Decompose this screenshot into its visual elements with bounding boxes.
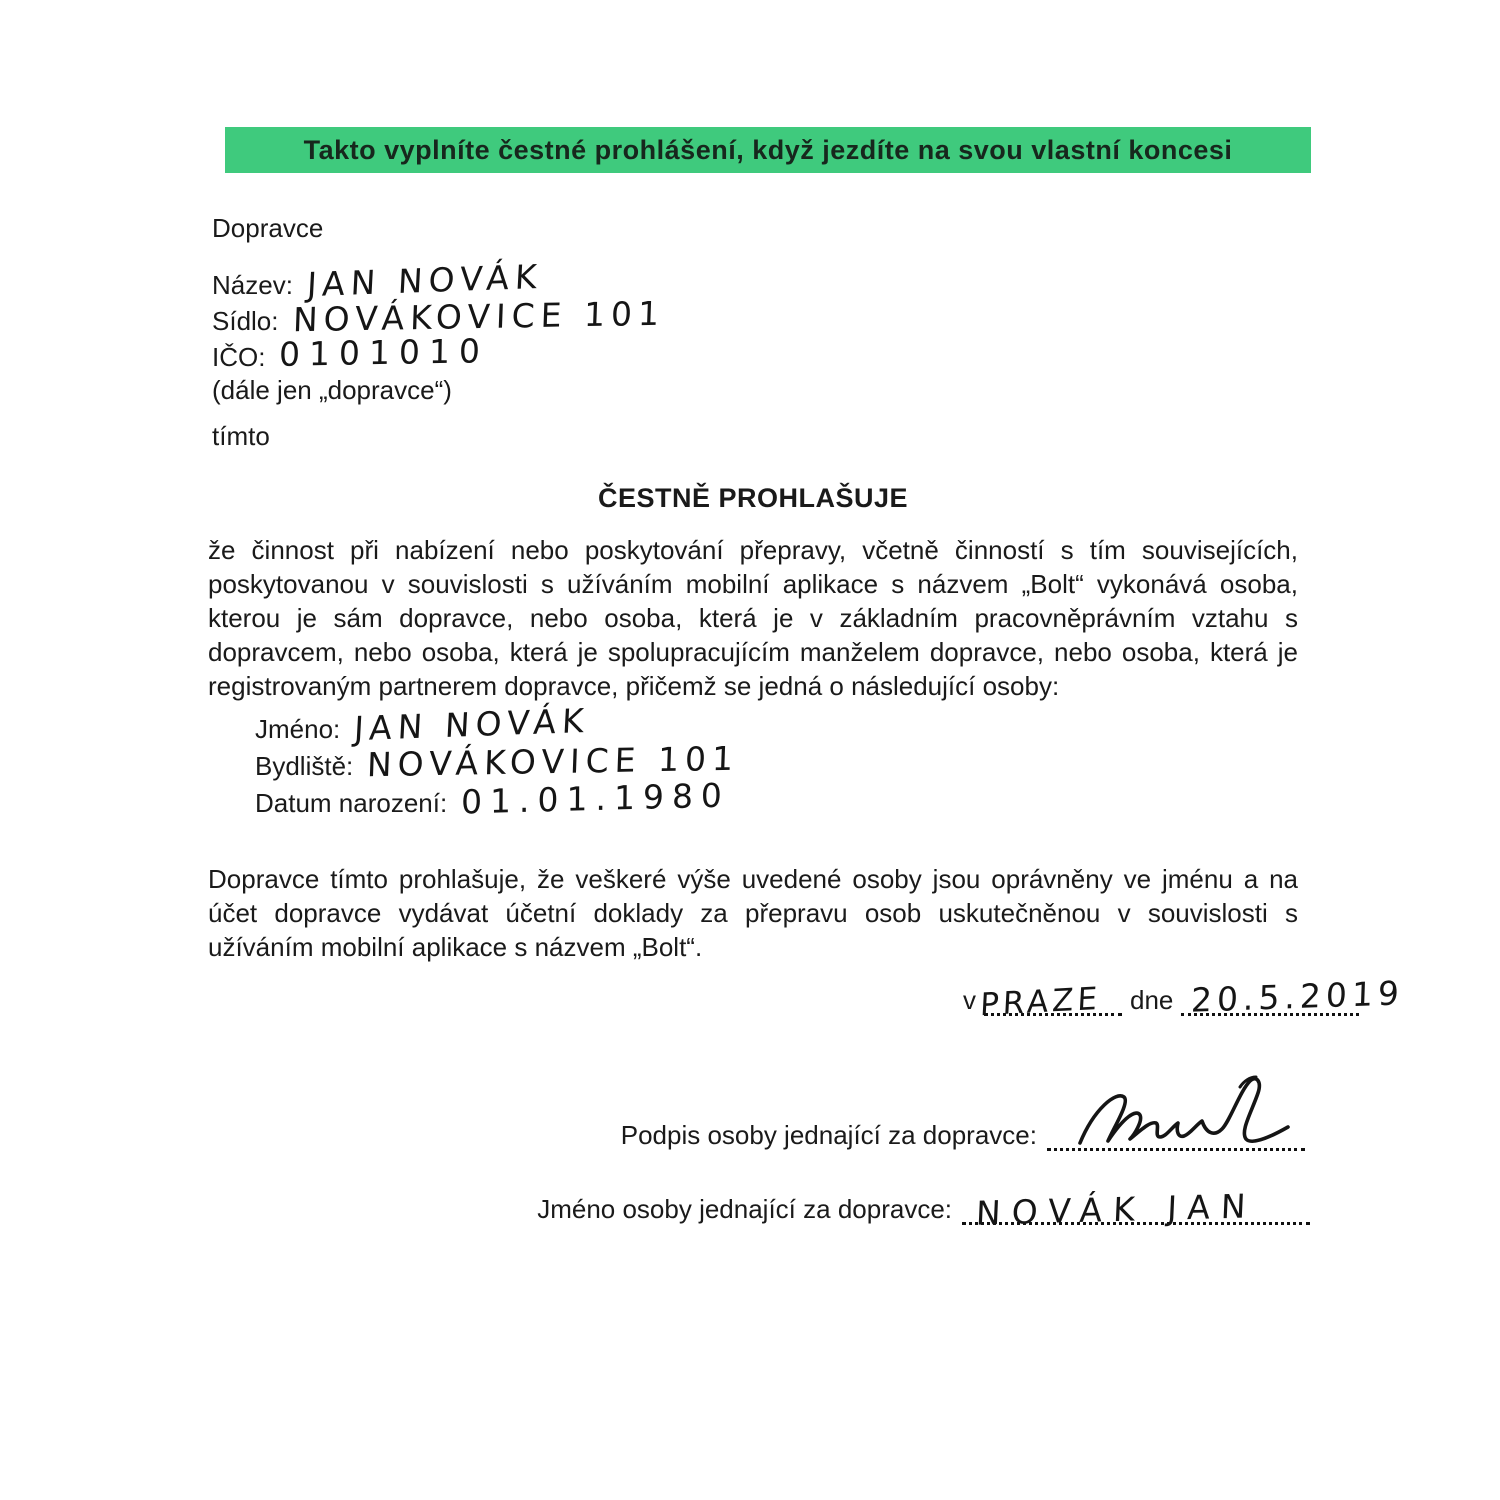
date-dotted-line [1181,973,1405,1020]
place-dotted-line [979,980,1122,1024]
datum-narozeni-label: Datum narození: [255,788,448,818]
jmeno-label: Jméno: [255,714,341,744]
signature-dotted-line [1047,1118,1305,1151]
signature-label: Podpis osoby jednající za dopravce: [620,1120,1037,1150]
sidlo-value-handwritten: NOVÁKOVICE 101 [291,293,666,340]
date-value-handwritten: 20.5.2019 [1190,973,1405,1020]
instruction-banner [225,127,1311,173]
declaration-paragraph-1: že činnost při nabízení nebo poskytování přepravy, včetně činností s tím souvisejících, poskytovanou v souvislosti s užíváním mobilní aplikace s názvem „Bolt“ vykonává osoba, kterou je sám dopravce, nebo osoba, která je v základním pracovněprávním vztahu s dopravcem, nebo osoba, která je spolupracujícím manželem dopravce, nebo osoba, která je registrovaným partnerem dopravce, přičemž se jedná o následující osoby: [208,535,1298,701]
section-dopravce-label: Dopravce [212,213,324,243]
declaration-heading: ČESTNĚ PROHLAŠUJE [597,483,909,513]
jmeno-value-handwritten: JAN NOVÁK [353,700,591,749]
instruction-banner-text: Takto vyplníte čestné prohlášení, když jezdíte na svou vlastní koncesi [303,134,1233,165]
timto-text: tímto [212,421,270,451]
place-prefix-label: v [963,985,976,1015]
field-row-ico [212,331,665,374]
declaration-paragraph-2: Dopravce tímto prohlašuje, že veškeré výše uvedené osoby jsou oprávněny ve jménu a na účet dopravce vydávat účetní doklady za přepravu osob uskutečněnou v souvislosti s užíváním mobilní aplikace s názvem „Bolt“. [208,864,1298,962]
alias-note: (dále jen „dopravce“) [212,375,452,405]
sidlo-label: Sídlo: [212,306,279,336]
place-date-line [963,973,1405,1024]
dne-label: dne [1130,985,1174,1015]
person-fields [255,700,740,822]
place-value-handwritten: PRAZE [979,980,1102,1024]
bydliste-label: Bydliště: [255,751,354,781]
signature-scribble [1072,1065,1302,1160]
nazev-value-handwritten: JAN NOVÁK [305,256,544,305]
ico-label: IČO: [212,342,266,372]
name-line [0,1186,1310,1233]
bydliste-value-handwritten: NOVÁKOVICE 101 [366,738,740,785]
datum-narozeni-value-handwritten: 01.01.1980 [461,775,731,822]
name-dotted-line [962,1186,1310,1233]
name-value-handwritten: NOVÁK JAN [975,1186,1258,1233]
name-label: Jméno osoby jednající za dopravce: [537,1194,952,1224]
field-row-datum-narozeni [255,775,739,822]
ico-value-handwritten: 0101010 [279,331,490,374]
carrier-fields [212,256,666,407]
signature-line [0,1118,1305,1151]
nazev-label: Název: [212,270,293,300]
